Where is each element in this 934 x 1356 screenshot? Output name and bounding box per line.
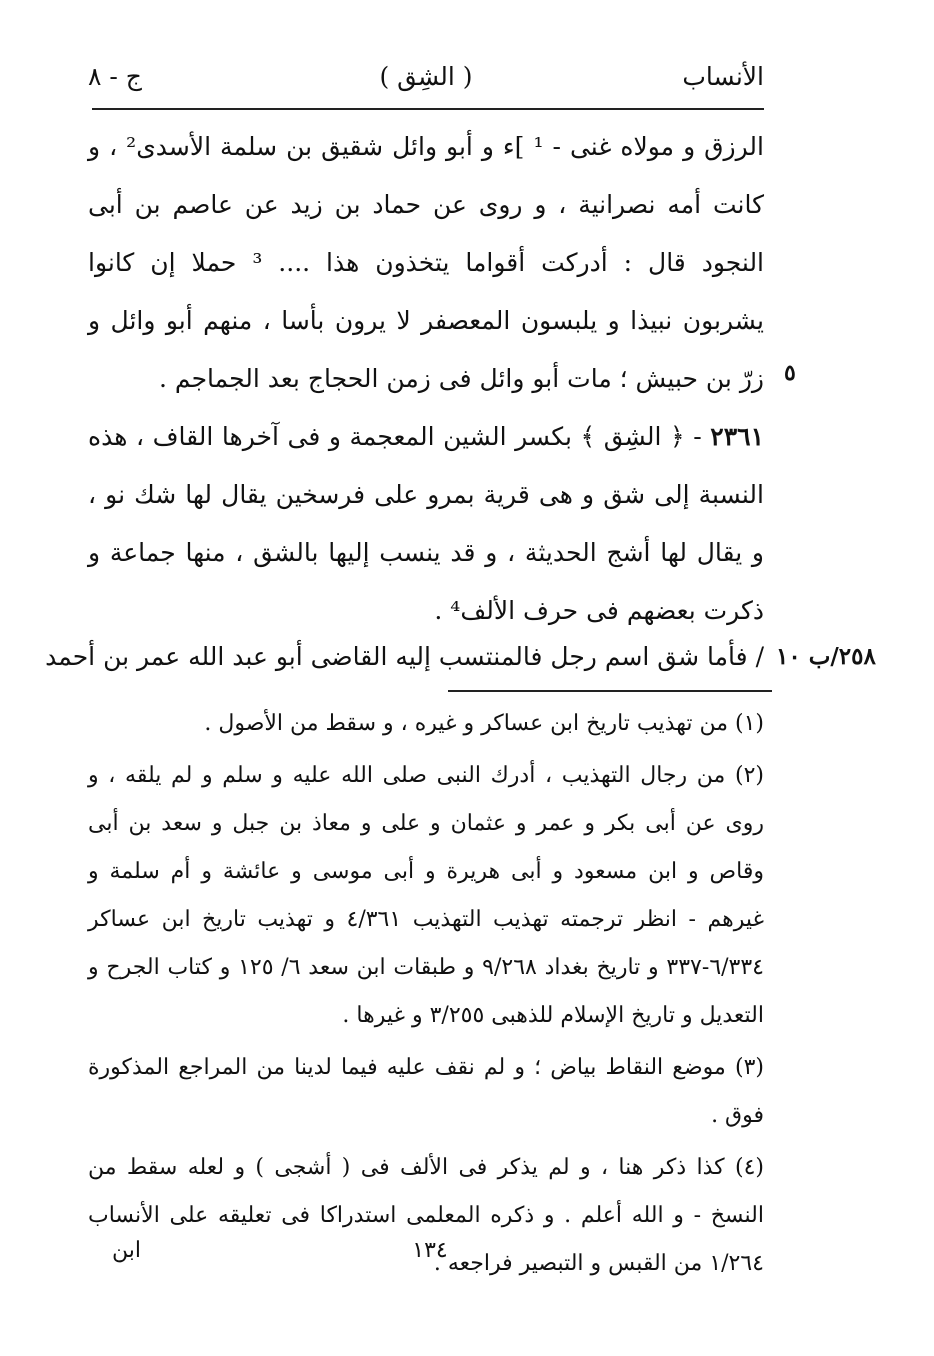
entry-number: ٢٣٦١: [710, 422, 764, 451]
paragraph-continuation: الرزق و مولاه غنى - ¹ ]ء و أبو وائل شقيق بن سلمة الأسدى² ، و كانت أمه نصرانية ، و روى عن حماد بن زيد عن عاصم بن أبى النجود قال : أدركت أقواما يتخذون هذا .... ³ حملا إن كانوا يشربون نبيذا و يلبسون المعصفر لا يرون بأسا ، منهم أبو وائل و زرّ بن حبيش ؛ مات أبو وائل فى زمن الحجاج بعد الجماجم .: [88, 132, 765, 393]
manuscript-folio: [776, 632, 876, 682]
header-book-title: الأنساب: [682, 62, 764, 91]
footnote-divider: [448, 690, 772, 692]
footnote-2: (٢) من رجال التهذيب ، أدرك النبى صلى الله عليه و سلم و لم يلقه ، و روى عن أبى بكر و عمر و عثمان و على و معاذ بن جبل و سعد بن أبى وقاص و ابن مسعود و أبى هريرة و أبى موسى و عائشة و أم سلمة و غيرهم - انظر ترجمته تهذيب التهذيب ٤/٣٦١ و تهذيب تاريخ ابن عساكر ٦/٣٣٤-٣٣٧ و تاريخ بغداد ٩/٢٦٨ و طبقات ابن سعد ٦/ ١٢٥ و كتاب الجرح و التعديل و تاريخ الإسلام للذهبى ٣/٢٥٥ و غيرها .: [88, 763, 764, 1028]
entry-text: - ﴿ الشِق ﴾ بكسر الشين المعجمة و فى آخرها القاف ، هذه النسبة إلى شق و هى قرية بمرو على فرسخين يقال لها شك نو ، و يقال لها أشج الحديثة ، و قد ينسب إليها بالشق ، منها جماعة و ذكرت بعضهم فى حرف الألف⁴ .: [88, 422, 764, 625]
footnote-1: (١) من تهذيب تاريخ ابن عساكر و غيره ، و سقط من الأصول .: [204, 711, 764, 736]
catchword: ابن: [112, 1238, 141, 1263]
main-text: [88, 118, 764, 640]
header-divider: [92, 108, 764, 110]
line-number-5: ٥: [784, 360, 796, 386]
header-entry-title: ( الشِق ): [379, 62, 473, 91]
footnotes: [88, 700, 764, 1292]
footnote-3: (٣) موضع النقاط بياض ؛ و لم نقف عليه فيما لدينا من المراجع المذكورة فوق .: [88, 1055, 764, 1128]
page-number: ١٣٤: [412, 1238, 448, 1263]
last-main-line: / فأما شق اسم رجل فالمنتسب إليه القاضى أبو عبد الله عمر بن أحمد: [45, 642, 764, 671]
paragraph-entry: [88, 408, 764, 640]
header-volume: ج - ٨: [88, 62, 142, 91]
line-number-10: ١٠: [776, 643, 801, 670]
folio-ref: ٢٥٨/ب: [808, 643, 876, 670]
footnote-4: (٤) كذا ذكر هنا ، و لم يذكر فى الألف فى ( أشجى ) و لعله سقط من النسخ - و الله أعلم . و ذكره المعلمى استدراكا فى تعليقه على الأنساب ١/٢٦٤ من القبس و التبصير فراجعه .: [88, 1155, 764, 1276]
running-header: [88, 62, 764, 102]
